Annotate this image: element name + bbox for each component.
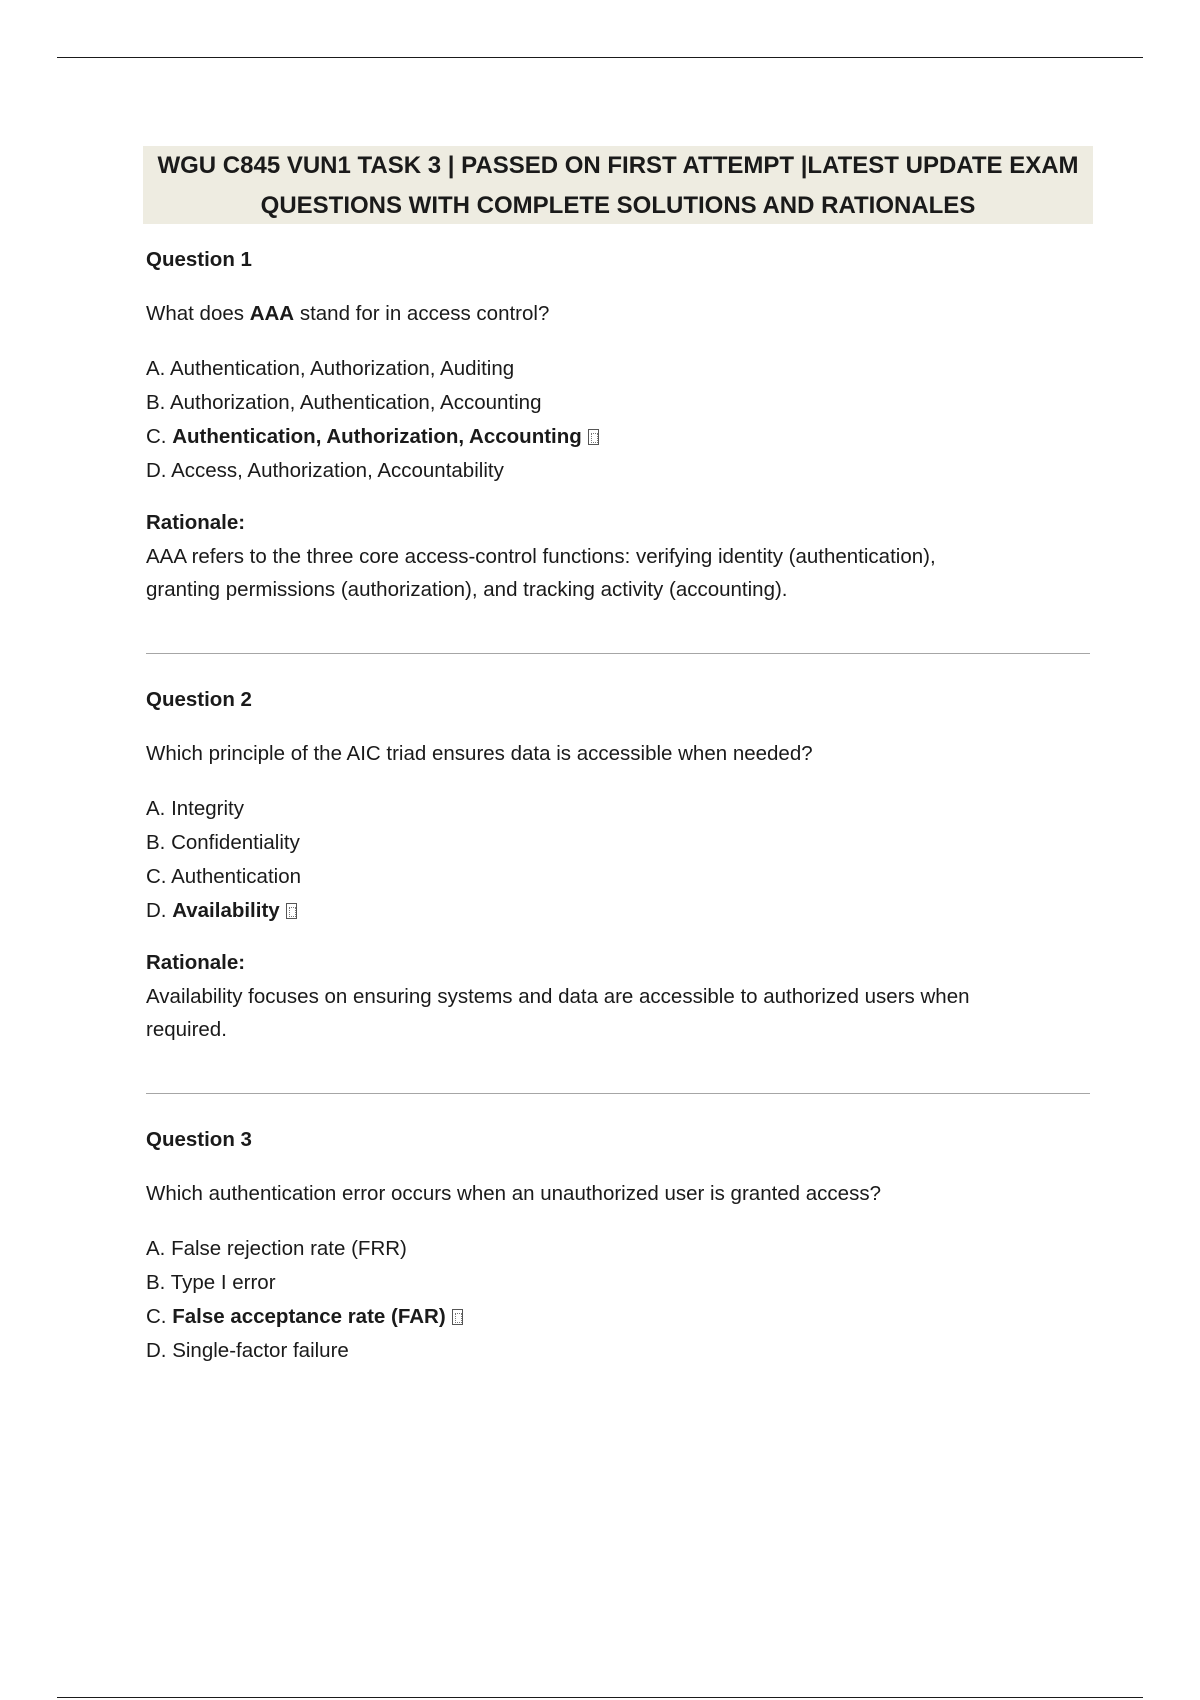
answer-options xyxy=(146,352,1090,488)
option-a: A. Integrity xyxy=(146,797,244,820)
check-marker-icon xyxy=(588,429,599,445)
question-text: Which principle of the AIC triad ensures data is accessible when needed? xyxy=(146,742,813,765)
question-3 xyxy=(146,1126,1090,1368)
question-heading: Question 2 xyxy=(146,688,252,711)
page-top-rule xyxy=(57,57,1143,58)
option-c-correct: C. False acceptance rate (FAR) xyxy=(146,1300,1090,1334)
option-d: D. Access, Authorization, Accountability xyxy=(146,459,504,482)
check-marker-icon xyxy=(286,903,297,919)
answer-options xyxy=(146,1232,1090,1368)
option-c: C. Authentication xyxy=(146,865,302,888)
check-marker-icon xyxy=(452,1309,463,1325)
section-divider xyxy=(146,653,1090,654)
option-b: B. Type I error xyxy=(146,1271,276,1294)
rationale-label: Rationale: xyxy=(146,511,246,534)
section-divider xyxy=(146,1093,1090,1094)
question-1 xyxy=(146,246,1090,606)
page-bottom-rule xyxy=(57,1697,1143,1698)
question-heading: Question 1 xyxy=(146,248,252,271)
question-text: Which authentication error occurs when an unauthorized user is granted access? xyxy=(146,1182,881,1205)
document-body xyxy=(146,246,1090,1368)
question-keyword: AAA xyxy=(249,302,295,325)
option-c-correct: C. Authentication, Authorization, Accounting xyxy=(146,420,1090,454)
option-b: B. Authorization, Authentication, Accounting xyxy=(146,391,542,414)
rationale-label: Rationale: xyxy=(146,951,246,974)
option-b: B. Confidentiality xyxy=(146,831,300,854)
answer-options xyxy=(146,792,1090,928)
option-a: A. False rejection rate (FRR) xyxy=(146,1237,407,1260)
document-title xyxy=(143,146,1093,224)
title-line-2: QUESTIONS WITH COMPLETE SOLUTIONS AND RATIONALES xyxy=(260,192,976,219)
question-heading: Question 3 xyxy=(146,1128,252,1151)
title-line-1: WGU C845 VUN1 TASK 3 | PASSED ON FIRST ATTEMPT |LATEST UPDATE EXAM xyxy=(157,152,1079,179)
rationale-text: AAA refers to the three core access-control functions: verifying identity (authentication), granting permissions (authorization), and tracking activity (accounting). xyxy=(146,545,936,601)
option-d-correct: D. Availability xyxy=(146,894,1090,928)
option-a: A. Authentication, Authorization, Auditing xyxy=(146,357,515,380)
question-text: What does AAA stand for in access control? xyxy=(146,302,550,325)
question-2 xyxy=(146,686,1090,1046)
option-d: D. Single-factor failure xyxy=(146,1339,349,1362)
rationale-text: Availability focuses on ensuring systems and data are accessible to authorized users when required. xyxy=(146,985,970,1041)
